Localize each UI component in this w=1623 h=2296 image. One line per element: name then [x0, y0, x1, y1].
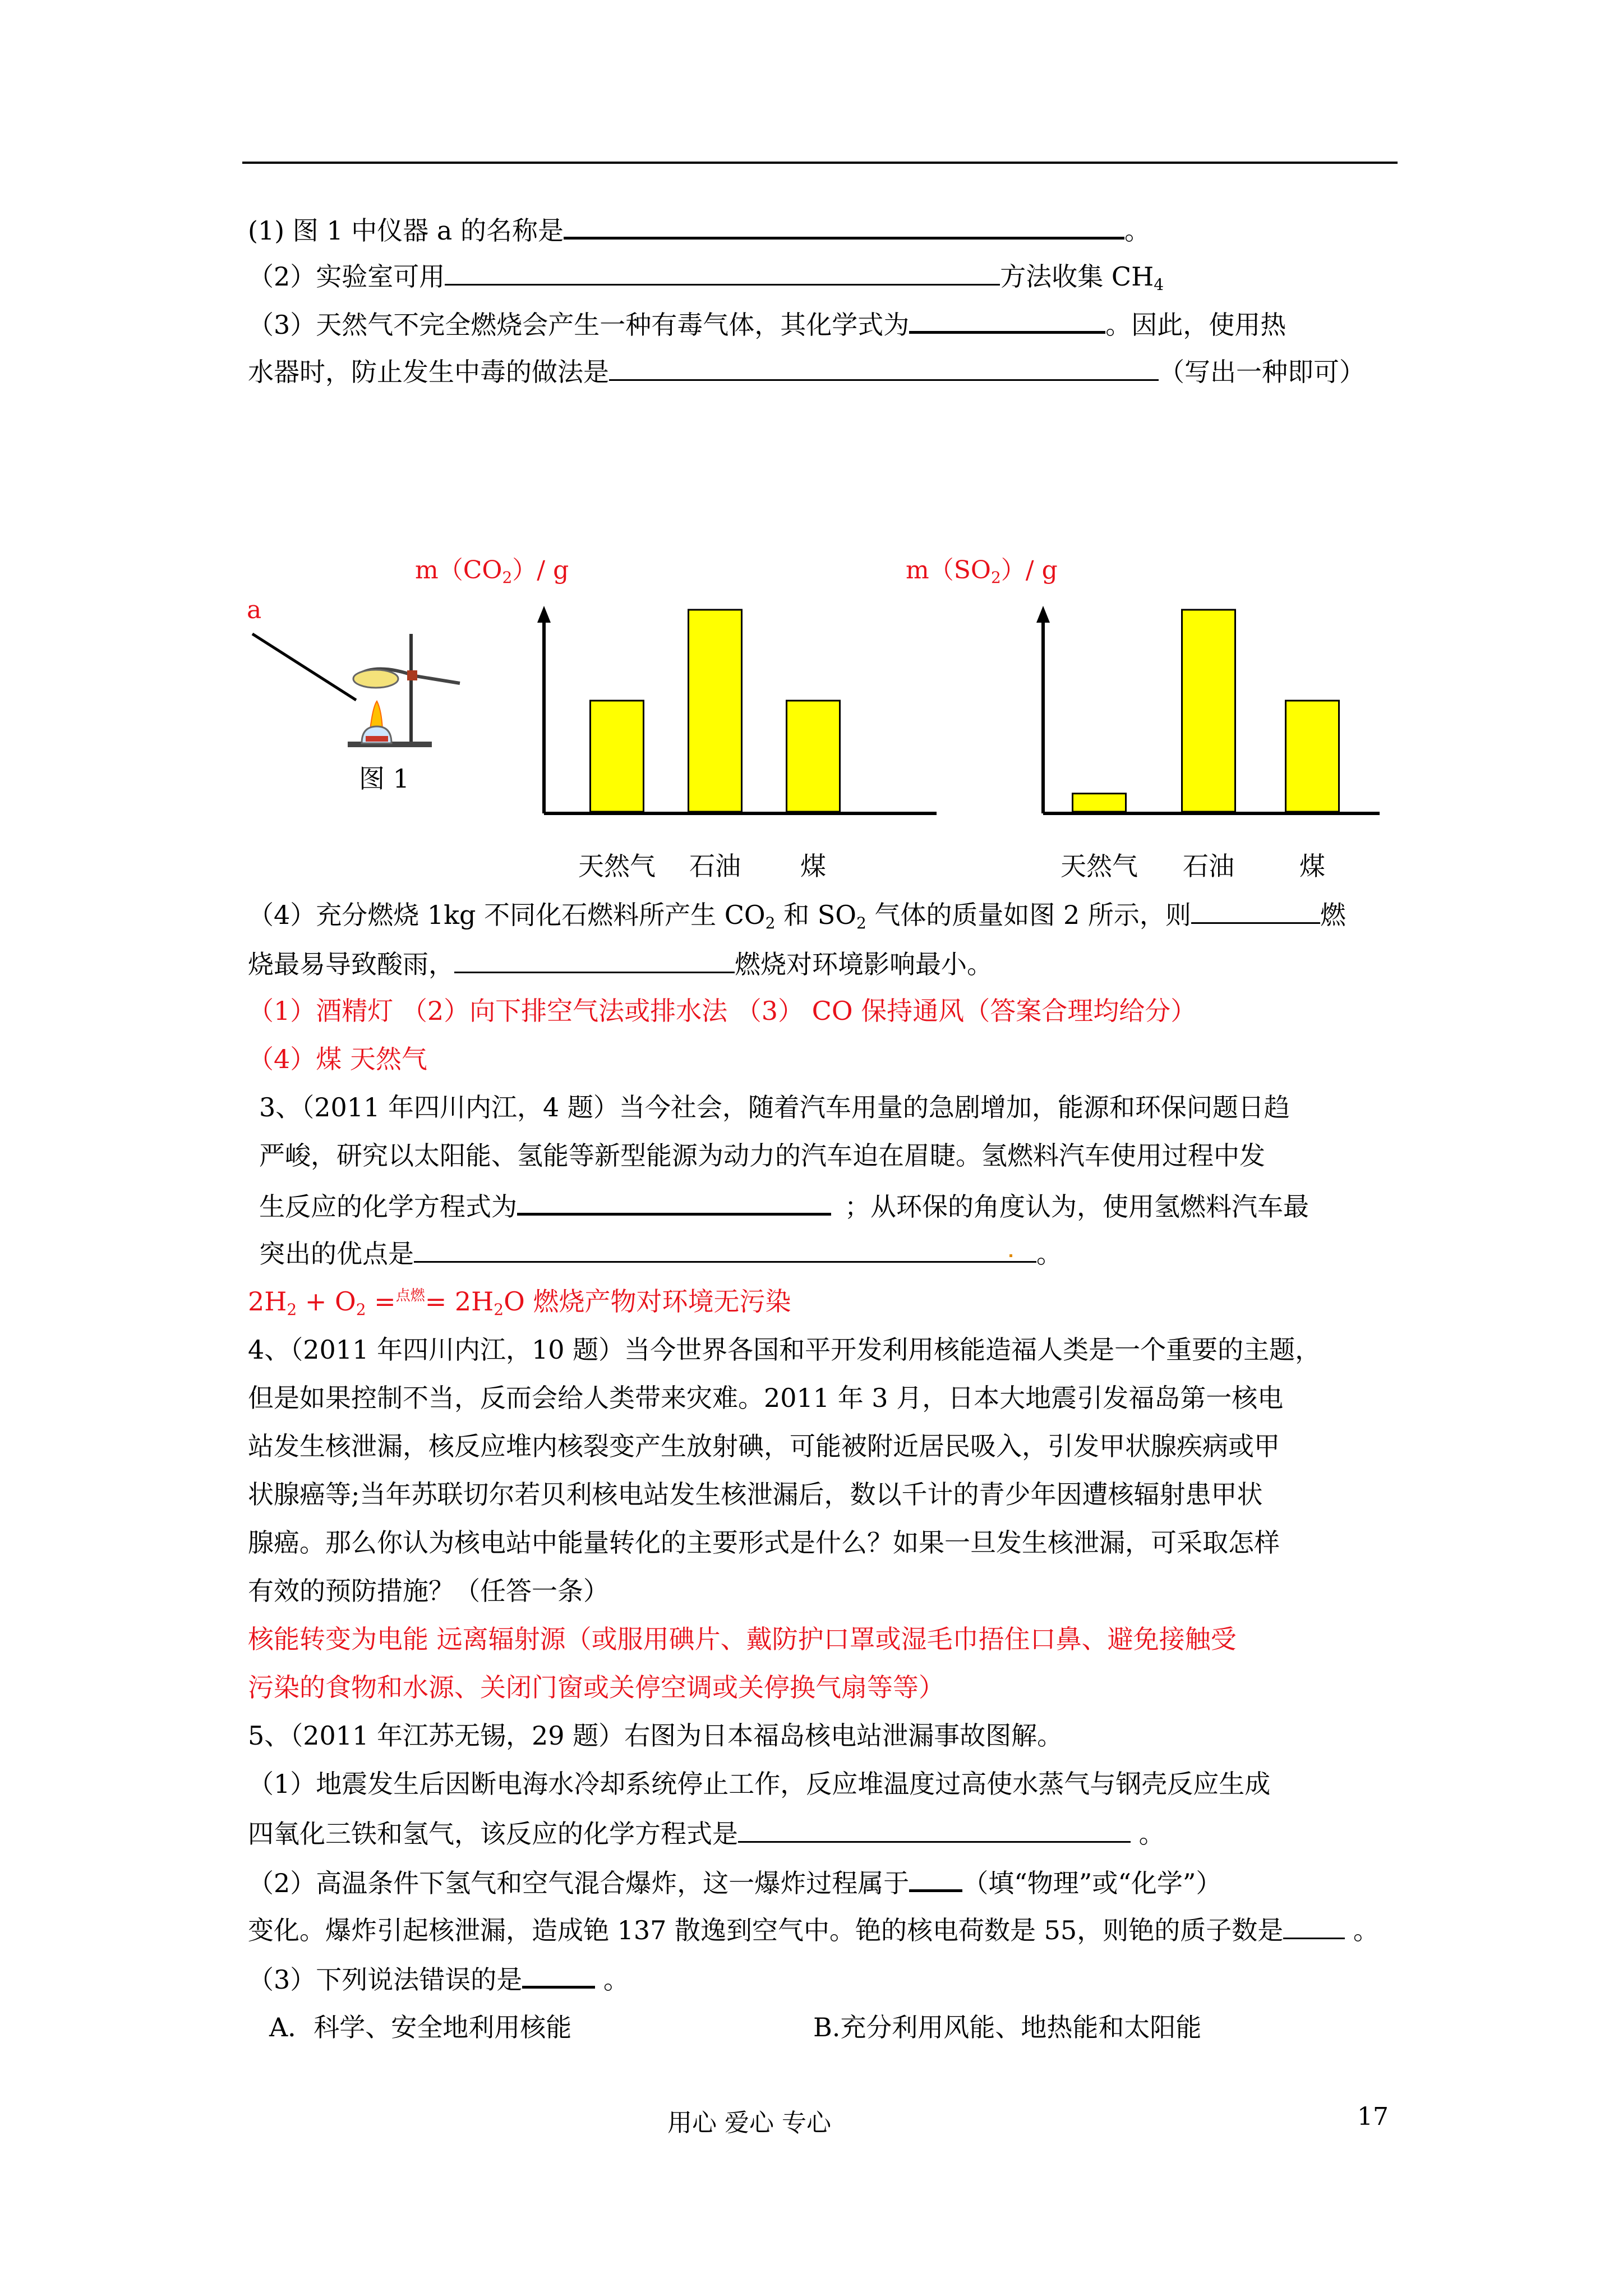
- eq-part: + O: [297, 1286, 356, 1317]
- category-label: 石油: [689, 851, 741, 881]
- question-3-text: （3）天然气不完全燃烧会产生一种有毒气体，其化学式为: [248, 310, 910, 340]
- chart-2-title-sub: 2: [990, 568, 1001, 587]
- answer-blank[interactable]: [1283, 1912, 1345, 1939]
- chart-1-title-unit: ）/ g: [512, 556, 569, 585]
- q3-line-4-text: 突出的优点是: [259, 1239, 414, 1269]
- category-label: 煤: [1299, 851, 1325, 881]
- q3-line-3-end: ；从环保的角度认为，使用氢燃料汽车最: [845, 1191, 1309, 1222]
- bar-2: [689, 610, 742, 812]
- question-4-text-e: 烧最易导致酸雨，: [248, 949, 454, 979]
- question-4-line-2: [248, 946, 993, 981]
- answer-blank[interactable]: [414, 1235, 1036, 1263]
- answer-line-1: （1）酒精灯 （2）向下排空气法或排水法 （3） CO 保持通风（答案合理均给分）: [248, 996, 1197, 1026]
- reaction-condition: 点燃: [395, 1287, 425, 1304]
- question-2-text: （2）实验室可用: [248, 261, 445, 292]
- answer-blank[interactable]: [909, 305, 1105, 334]
- footer-motto: 用心 爱心 专心: [667, 2109, 831, 2137]
- q4-line-3: 站发生核泄漏，核反应堆内核裂变产生放射碘，可能被附近居民吸入，引发甲状腺疾病或甲: [248, 1431, 1280, 1461]
- answer-blank[interactable]: [445, 258, 1000, 286]
- lamp-band: [366, 736, 388, 742]
- q5-line-4-end: （填“物理”或“化学”）: [962, 1868, 1222, 1898]
- q4-line-4: 状腺癌等;当年苏联切尔若贝利核电站发生核泄漏后，数以千计的青少年因遭核辐射患甲状: [248, 1479, 1263, 1510]
- q5-line-1: 5、（2011 年江苏无锡，29 题）右图为日本福岛核电站泄漏事故图解。: [248, 1720, 1063, 1751]
- q4-answer-line-2: 污染的食物和水源、关闭门窗或关停空调或关停换气扇等等）: [248, 1672, 944, 1703]
- answer-blank[interactable]: [1191, 896, 1320, 924]
- eq-part: = 2H: [425, 1286, 494, 1317]
- eq-part: 2H: [248, 1286, 287, 1317]
- answer-blank[interactable]: [517, 1187, 831, 1216]
- q5-line-3: [248, 1815, 1165, 1851]
- question-3-line-1: [248, 305, 1286, 342]
- q5-line-5-end: 。: [1345, 1915, 1379, 1945]
- q4-line-5: 腺癌。那么你认为核电站中能量转化的主要形式是什么？如果一旦发生核泄漏，可采取怎样: [248, 1527, 1280, 1558]
- question-2: [248, 258, 1164, 293]
- subscript: 2: [287, 1300, 297, 1319]
- q3-line-1: 3、（2011 年四川内江，4 题）当今社会，随着汽车用量的急剧增加，能源和环保问题日趋: [259, 1092, 1290, 1122]
- category-label: 煤: [800, 851, 826, 881]
- apparatus-figure: [247, 617, 471, 752]
- question-3-note: （写出一种即可）: [1159, 357, 1365, 387]
- q3-line-3: [259, 1187, 1309, 1223]
- q5-line-3-end: 。: [1131, 1819, 1165, 1849]
- chart-2-title-unit: ）/ g: [1000, 556, 1058, 585]
- question-3-line-2: [248, 353, 1365, 389]
- test-tube: [353, 670, 398, 688]
- subscript: 2: [356, 1300, 366, 1319]
- chart-2-title: [906, 550, 1058, 586]
- q3-answer: [248, 1285, 791, 1318]
- option-a: A．科学、安全地利用核能: [269, 2012, 572, 2042]
- header-rule: [242, 162, 1398, 164]
- answer-blank[interactable]: [564, 211, 1124, 240]
- q3-line-4: [259, 1235, 1062, 1271]
- answer-blank[interactable]: [522, 1960, 595, 1989]
- answer-blank[interactable]: [454, 946, 735, 973]
- option-b: B.充分利用风能、地热能和太阳能: [813, 2012, 1202, 2042]
- subscript: 4: [1154, 275, 1164, 294]
- q4-line-1: 4、（2011 年四川内江，10 题）当今世界各国和平开发利用核能造福人类是一个重要的主题，: [248, 1335, 1321, 1365]
- chart-1-title-main: m（CO: [415, 556, 502, 585]
- q5-line-6-end: 。: [595, 1964, 629, 1995]
- q4-answer-line-1: 核能转变为电能 远离辐射源（或服用碘片、戴防护口罩或湿毛巾捂住口鼻、避免接触受: [248, 1624, 1237, 1654]
- answer-blank[interactable]: [738, 1815, 1131, 1843]
- answer-line-2: （4）煤 天然气: [248, 1044, 427, 1074]
- chart-co2: [527, 595, 953, 819]
- eq-part: O 燃烧产物对环境无污染: [504, 1286, 791, 1317]
- chart-1-title: [415, 550, 569, 586]
- q5-line-4: [248, 1864, 1221, 1900]
- q4-line-2: 但是如果控制不当，反而会给人类带来灾难。2011 年 3 月，日本大地震引发福岛第一核电: [248, 1383, 1284, 1413]
- flame: [370, 701, 382, 729]
- question-1-text: (1) 图 1 中仪器 a 的名称是: [248, 215, 564, 246]
- subscript: 2: [856, 914, 866, 932]
- q5-line-5: [248, 1912, 1379, 1947]
- category-label: 天然气: [578, 851, 656, 881]
- bar-1: [1073, 794, 1126, 812]
- question-4-text-c: 气体的质量如图 2 所示，则: [866, 900, 1191, 930]
- q4-line-6: 有效的预防措施？（任答一条）: [248, 1576, 609, 1606]
- q5-line-6-text: （3）下列说法错误的是: [248, 1964, 523, 1995]
- page-number: 17: [1357, 2102, 1389, 2131]
- question-1-end: 。: [1124, 215, 1150, 246]
- question-2-end: 方法收集 CH: [1000, 261, 1154, 292]
- question-4-line-1: [248, 896, 1346, 932]
- q5-line-2: （1）地震发生后因断电海水冷却系统停止工作，反应堆温度过高使水蒸气与钢壳反应生成: [248, 1769, 1271, 1799]
- category-label: 天然气: [1061, 851, 1138, 881]
- question-3-text-2: 水器时，防止发生中毒的做法是: [248, 357, 609, 387]
- bar-1: [591, 701, 644, 812]
- label-a: a: [247, 596, 262, 624]
- clamp: [407, 670, 417, 680]
- chart-1-title-sub: 2: [502, 568, 513, 587]
- question-1: [248, 211, 1150, 247]
- subscript: 2: [494, 1300, 504, 1319]
- pointer-line: [252, 634, 356, 700]
- chart-so2: [1026, 595, 1396, 819]
- answer-blank[interactable]: [609, 353, 1159, 381]
- q5-line-4-text: （2）高温条件下氢气和空气混合爆炸，这一爆炸过程属于: [248, 1868, 910, 1898]
- question-4-text-d: 燃: [1320, 900, 1346, 930]
- question-3-text-end: 。因此，使用热: [1105, 310, 1287, 340]
- q5-line-6: [248, 1960, 629, 1996]
- stand-rod: [409, 634, 413, 746]
- q3-line-4-end: 。: [1036, 1239, 1062, 1269]
- bar-3: [1286, 701, 1339, 812]
- category-label: 石油: [1183, 851, 1234, 881]
- q3-line-3-text: 生反应的化学方程式为: [259, 1191, 517, 1222]
- eq-part: =: [366, 1286, 396, 1317]
- bar-2: [1182, 610, 1235, 812]
- question-4-text-f: 燃烧对环境影响最小。: [735, 949, 993, 979]
- question-4-text-a: （4）充分燃烧 1kg 不同化石燃料所产生 CO: [248, 900, 766, 930]
- answer-blank[interactable]: [909, 1864, 962, 1892]
- bar-3: [787, 701, 840, 812]
- q5-line-5-text: 变化。爆炸引起核泄漏，造成铯 137 散逸到空气中。铯的核电荷数是 55，则铯的质子数是: [248, 1915, 1284, 1945]
- y-axis-arrow: [1036, 606, 1050, 623]
- chart-2-title-main: m（SO: [906, 556, 991, 585]
- stray-dot: [1009, 1254, 1012, 1257]
- figure-1-label: 图 1: [359, 763, 409, 794]
- y-axis-arrow: [537, 606, 551, 623]
- question-4-text-b: 和 SO: [775, 900, 856, 930]
- q3-line-2: 严峻，研究以太阳能、氢能等新型能源为动力的汽车迫在眉睫。氢燃料汽车使用过程中发: [259, 1140, 1265, 1171]
- q5-line-3-text: 四氧化三铁和氢气，该反应的化学方程式是: [248, 1819, 738, 1849]
- subscript: 2: [765, 914, 776, 932]
